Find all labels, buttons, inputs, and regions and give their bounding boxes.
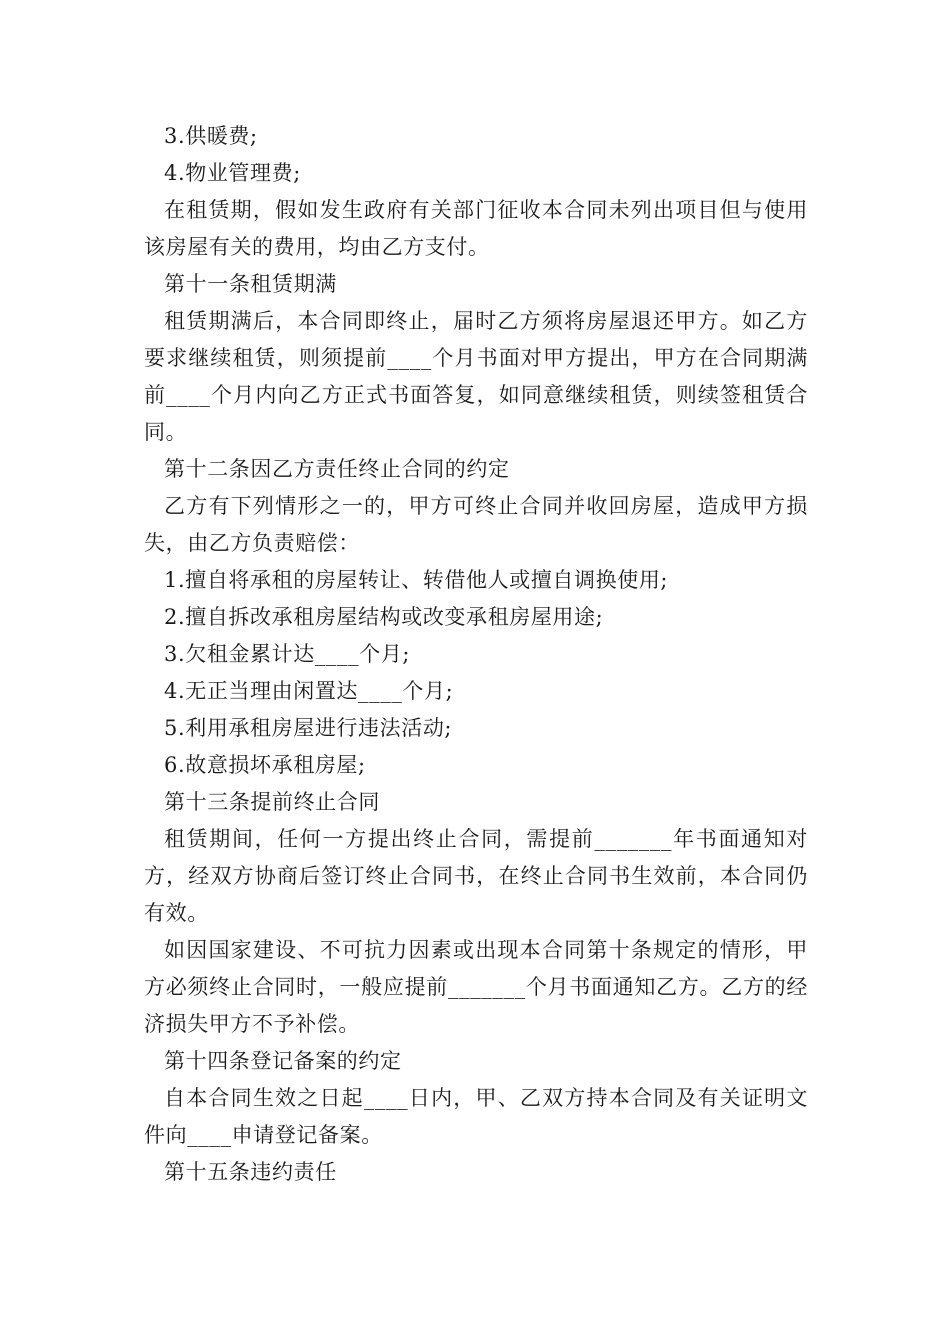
list-item-property-fee: 4.物业管理费; bbox=[164, 161, 301, 185]
article-heading-14: 第十四条登记备案的约定 bbox=[164, 1049, 402, 1073]
paragraph-other-fees: 在租赁期，假如发生政府有关部门征收本合同未列出项目但与使用该房屋有关的费用，均由乙方支付。 bbox=[144, 198, 808, 259]
list-item-condition-6: 6.故意损坏承租房屋; bbox=[164, 753, 366, 777]
list-item-condition-3: 3.欠租金累计达____个月; bbox=[164, 642, 411, 666]
paragraph-termination-conditions: 乙方有下列情形之一的，甲方可终止合同并收回房屋，造成甲方损失，由乙方负责赔偿： bbox=[144, 494, 808, 555]
list-item-condition-1: 1.擅自将承租的房屋转让、转借他人或擅自调换使用; bbox=[164, 568, 669, 592]
paragraph-lease-expiry: 租赁期满后，本合同即终止，届时乙方须将房屋退还甲方。如乙方要求继续租赁，则须提前____个月书面对甲方提出，甲方在合同期满前____个月内向乙方正式书面答复，如同意继续租赁，则续签租赁合同。 bbox=[144, 309, 808, 444]
article-heading-15: 第十五条违约责任 bbox=[164, 1160, 337, 1184]
paragraph-force-majeure: 如因国家建设、不可抗力因素或出现本合同第十条规定的情形，甲方必须终止合同时，一般应提前_______个月书面通知乙方。乙方的经济损失甲方不予补偿。 bbox=[144, 938, 808, 1036]
list-item-condition-4: 4.无正当理由闲置达____个月; bbox=[164, 679, 454, 703]
list-item-condition-5: 5.利用承租房屋进行违法活动; bbox=[164, 716, 453, 740]
list-item-condition-2: 2.擅自拆改承租房屋结构或改变承租房屋用途; bbox=[164, 605, 604, 629]
document-body bbox=[144, 118, 808, 1191]
paragraph-registration: 自本合同生效之日起____日内，甲、乙双方持本合同及有关证明文件向____申请登记备案。 bbox=[144, 1086, 808, 1147]
article-heading-13: 第十三条提前终止合同 bbox=[164, 790, 380, 814]
list-item-heating-fee: 3.供暖费; bbox=[164, 124, 258, 148]
article-heading-11: 第十一条租赁期满 bbox=[164, 272, 337, 296]
paragraph-early-termination: 租赁期间，任何一方提出终止合同，需提前_______年书面通知对方，经双方协商后签订终止合同书，在终止合同书生效前，本合同仍有效。 bbox=[144, 827, 808, 925]
article-heading-12: 第十二条因乙方责任终止合同的约定 bbox=[164, 457, 510, 481]
